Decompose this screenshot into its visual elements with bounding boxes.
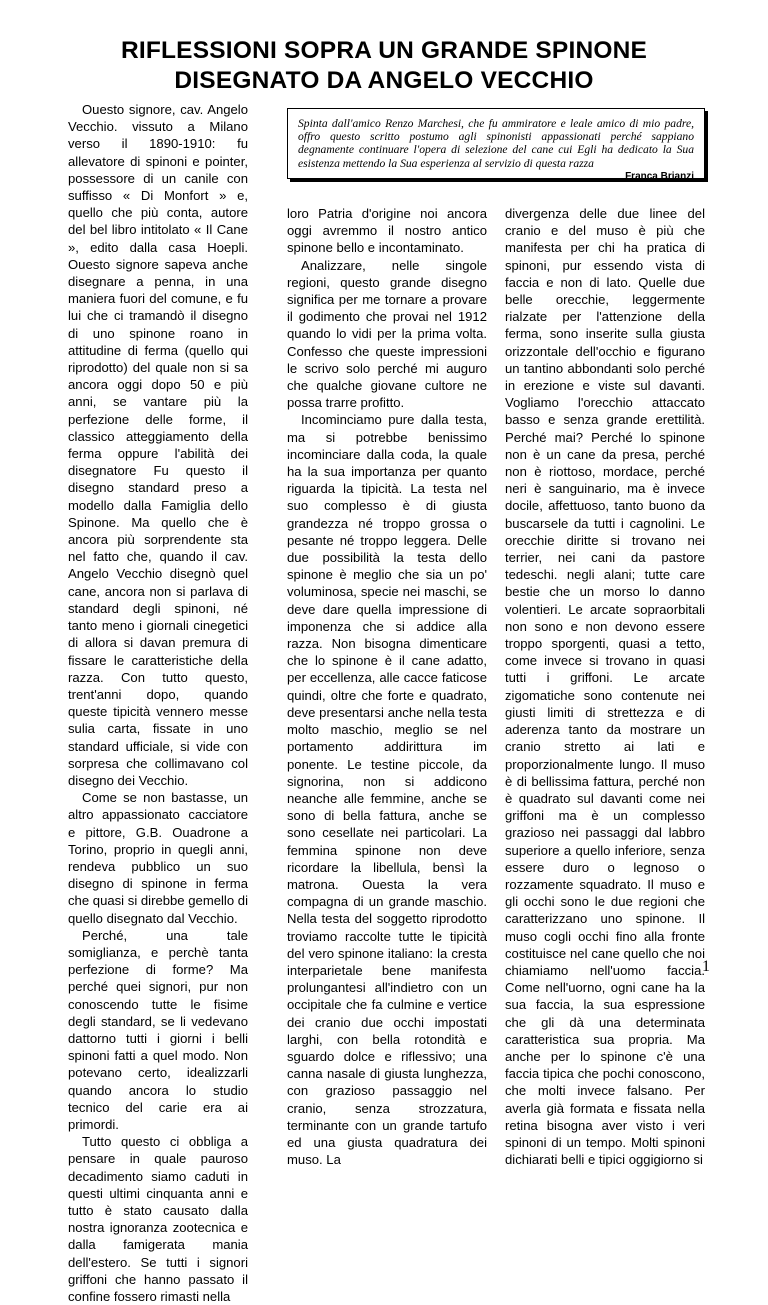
paragraph: loro Patria d'origine noi ancora oggi avremmo il nostro antico spinone bello e incontaminato. bbox=[287, 206, 487, 256]
paragraph: Incominciamo pure dalla testa, ma si potrebbe benissimo incominciare dalla coda, la quale ha la sua importanza per quanto riguarda la tipicità. La testa nel suo complesso è di giusta grandezza né troppo grossa o pesante né troppo leggera. Delle due possibilità la testa dello spinone è meglio che sia un po' voluminosa, specie nei maschi, se deve dare quella impressione di imponenza che si addice alla razza. Non bisogna dimenticare che lo spinone è il cane adatto, per eccellenza, alle cacce faticose quindi, oltre che forte e quadrato, deve presentarsi anche nella testa molto maschio, meglio se nel portamento addirittura im ponente. Le testine piccole, da signorina, non si addicono neanche alle femmine, anche se sono di bella fattura, anche se sono cesellate nei particolari. La femmina spinone non deve ricordare la libellula, bensì la matrona. Ouesta la vera compagna di un grande maschio. Nella testa del soggetto riprodotto troviamo raccolte tutte le tipicità del vero spinone italiano: la cresta interparietale bene manifesta prolungantesi all'indietro con un occipitale che fa culmine e vertice dei cranio due occhi impostati larghi, con bella rotondità e sguardo dolce e riflessivo; una canna nasale di giusta lunghezza, con grazioso passaggio nel cranio, senza strozzatura, terminante con un grande tartufo ed una giusta quadratura dei muso. La bbox=[287, 412, 487, 1168]
title-line-2: DISEGNATO DA ANGELO VECCHIO bbox=[174, 67, 594, 94]
paragraph: Analizzare, nelle singole regioni, questo grande disegno significa per me tornare a provare il godimento che provai nel 1912 quando lo vidi per la prima volta. Confesso che queste impressioni le scrivo solo perché mi auguro che qualche giovane cultore ne possa trarre profitto. bbox=[287, 257, 487, 411]
paragraph: divergenza delle due linee del cranio e del muso è più che manifesta per chi ha pratica di spinoni, pur essendo vista di faccia e non di lato. Quelle due belle orecchie, leggermente rialzate per l'attenzione della ferma, sono inserite sulla giusta orizzontale dell'occhio e figurano un tantino abbondanti solo perché in erezione e viste sul davanti. Vogliamo l'orecchio attaccato basso e senza grande erettilità. Perché mai? Perché lo spinone non è un cane da presa, perché non è riottoso, mordace, perché neri è sanguinario, ma è invece docile, affettuoso, tanto buono da buscarsele da tutti i cagnolini. Le orecchie diritte si trovano nei terrier, nei cani da pastore tedeschi. negli alani; tutte care bestie che un morso lo danno volentieri. Le arcate sopraorbitali non sono e non devono essere troppo sporgenti, quasi a tetto, come invece si trovano in quasi tutti i griffoni. Le arcate zigomatiche sono contenute nei giusti limiti di strettezza e di aderenza tanto da mostrare un cranio stretto ai lati e proporzionalmente lungo. Il muso è di bellissima fattura, perché non è quadrato sul davanti come nei griffoni ma è un complesso grazioso nei passaggi dal labbro superiore a quello inferiore, senza essere duro o legnoso o rozzamente squadrato. Il muso e gli occhi sono le due regioni che caratterizzano uno spinone. Il muso cogli occhi fino alla fronte costituisce nel cane quello che noi chiamiamo nell'uomo faccia. Come nell'uorno, ogni cane ha la sua faccia, la sua espressione che gli dà una determinata caratteristica sua propria. Ma anche per lo spinone c'è una faccia tipica che pochi conoscono, che molti invece falsano. Per averla già formata e fissata nella retina bisogna aver visto i veri spinoni di un tempo. Molti spinoni dichiarati belli e tipici oggigiorno si bbox=[505, 206, 705, 1168]
paragraph: Perché, una tale somiglianza, e perchè tanta perfezione di forme? Ma perché quei signori, pur non conoscendo tutte le fisime degli standard, se li vedevano dattorno tutti i giorni i belli spinoni fatti a quel modo. Non potevano certo, idealizzarli quando ancora lo studio tecnico del carie era ai primordi. bbox=[68, 927, 248, 1132]
page-number: 1 bbox=[702, 958, 710, 975]
article-title bbox=[40, 36, 728, 96]
dedication-text: Spinta dall'amico Renzo Marchesi, che fu ammiratore e leale amico di mio padre, offro questo scritto postumo agli spinonisti appassionati perché sappiano degnamente continuare l'opera di selezione del cane cui Egli ha dedicato la Sua esistenza mettendo la Sua esperienza al servizio di questa razza bbox=[298, 117, 694, 170]
dedication-author: Franca Brianzi bbox=[625, 170, 694, 182]
right-column bbox=[505, 205, 705, 1168]
paragraph: Come se non bastasse, un altro appassionato cacciatore e pittore, G.B. Ouadrone a Torino, proprio in quegli anni, rendeva pubblico un suo disegno di spinone in ferma che quasi si direbbe gemello di quello disegnato dal Vecchio. bbox=[68, 790, 248, 926]
left-column bbox=[68, 101, 248, 1305]
paragraph: Tutto questo ci obbliga a pensare in quale pauroso decadimento siamo caduti in questi ultimi cinquanta anni e tutto è stato causato dalla nostra ignoranza zootecnica e dalla famigerata mania dell'estero. Se tutti i signori griffoni che hanno passato il confine fossero rimasti nella bbox=[68, 1134, 248, 1305]
title-line-1: RIFLESSIONI SOPRA UN GRANDE SPINONE bbox=[120, 37, 648, 64]
dedication-box bbox=[287, 108, 705, 182]
paragraph: Ouesto signore, cav. Angelo Vecchio. vissuto a Milano verso il 1890-1910: fu allevatore di spinoni e pointer, possessore di un canile con suffisso « Di Monfort » e, quello che più conta, autore del bel libro intitolato « Il Cane », edito dalla casa Hoepli. Ouesto signore sapeva anche disegnare a penna, in una maniera fuori del comune, e fu lui che ci tramandò il disegno di uno spinone roano in attitudine di ferma (quello qui riprodotto) del quale non si sa ancora oggi dopo 50 e più anni, se vantare più la perfezione delle forme, il classico atteggiamento della ferma oppure l'abilità dei disegnatore Fu questo il disegno standard preso a modello dalla Famiglia dello Spinone. Ma quello che è ancora più sorprendente sta nel fatto che, quando il cav. Angelo Vecchio disegnò quel cane, ancora non si parlava di standard degli spinoni, né tanto meno i giornali cinegetici di allora si davan premura di fissare le caratteristiche della razza. Con tutto questo, trent'anni dopo, quando queste tipicità vennero messe sulia carta, fissate in uno standard ufficiale, si vide con sorpresa che collimavano col disegno dei Vecchio. bbox=[68, 102, 248, 788]
middle-column bbox=[287, 205, 487, 1168]
